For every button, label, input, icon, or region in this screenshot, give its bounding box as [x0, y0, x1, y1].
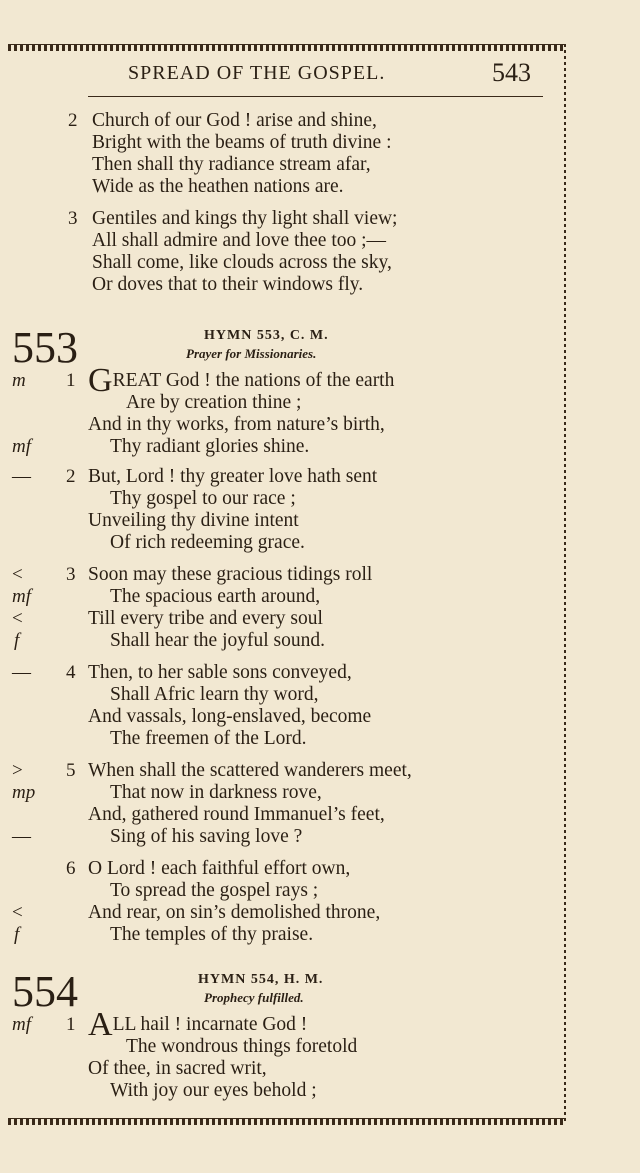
verse-line: Sing of his saving love ? — [110, 826, 303, 847]
verse-line: And in thy works, from nature’s birth, — [88, 414, 385, 435]
dynamic-mark: > — [12, 760, 23, 781]
verse-line: Of rich redeeming grace. — [110, 532, 305, 553]
verse-line: Church of our God ! arise and shine, — [92, 110, 377, 131]
dynamic-mark: mf — [12, 586, 31, 607]
verse-line: And rear, on sin’s demolished throne, — [88, 902, 381, 923]
drop-cap: A — [88, 1006, 113, 1043]
verse-line: Thy gospel to our race ; — [110, 488, 296, 509]
verse-line: To spread the gospel rays ; — [110, 880, 319, 901]
verse-line: Then shall thy radiance stream afar, — [92, 154, 371, 175]
verse-line: Shall hear the joyful sound. — [110, 630, 326, 651]
verse-number: 6 — [66, 858, 76, 879]
verse-line: And, gathered round Immanuel’s feet, — [88, 804, 385, 825]
verse-line: But, Lord ! thy greater love hath sent — [88, 466, 378, 487]
verse-line: With joy our eyes behold ; — [110, 1080, 317, 1101]
drop-cap: G — [88, 362, 113, 399]
verse-number: 1 — [66, 370, 76, 391]
hymn-title: HYMN 553, C. M. — [204, 328, 329, 343]
verse-line: Gentiles and kings thy light shall view; — [92, 208, 398, 229]
verse-line: Of thee, in sacred writ, — [88, 1058, 267, 1079]
dynamic-mark: — — [12, 466, 31, 487]
verse-line: Or doves that to their windows fly. — [92, 274, 364, 295]
verse-line: The freemen of the Lord. — [110, 728, 307, 749]
verse-line: And vassals, long-enslaved, become — [88, 706, 372, 727]
verse-line-text: LL hail ! incarnate God ! — [112, 1014, 308, 1035]
verse-line — [88, 362, 395, 399]
verse-line: Thy radiant glories shine. — [110, 436, 310, 457]
dynamic-mark: f — [14, 630, 20, 651]
verse-number: 4 — [66, 662, 76, 683]
verse-line: The wondrous things foretold — [126, 1036, 358, 1057]
verse-line: Soon may these gracious tidings roll — [88, 564, 373, 585]
hymn-subtitle: Prophecy fulfilled. — [204, 990, 304, 1005]
verse-line: All shall admire and love thee too ;— — [92, 230, 387, 251]
verse-line: Bright with the beams of truth divine : — [92, 132, 392, 153]
dynamic-mark: mf — [12, 436, 31, 457]
verse-number: 3 — [68, 208, 78, 229]
right-ornamental-rule — [564, 44, 566, 1124]
dynamic-mark: — — [12, 826, 31, 847]
verse-line: That now in darkness rove, — [110, 782, 322, 803]
verse-line: Wide as the heathen nations are. — [92, 176, 344, 197]
verse-line-text: REAT God ! the nations of the earth — [112, 370, 395, 391]
verse-line: Then, to her sable sons conveyed, — [88, 662, 352, 683]
verse-number: 2 — [68, 110, 78, 131]
verse-number: 1 — [66, 1014, 76, 1035]
hymn-number: 554 — [12, 967, 78, 1016]
running-head: SPREAD OF THE GOSPEL. — [128, 62, 386, 84]
dynamic-mark: m — [12, 370, 26, 391]
bottom-ornamental-rule — [8, 1118, 566, 1125]
hymn-number: 553 — [12, 323, 78, 372]
dynamic-mark: mf — [12, 1014, 31, 1035]
verse-line: When shall the scattered wanderers meet, — [88, 760, 412, 781]
verse-number: 2 — [66, 466, 76, 487]
dynamic-mark: f — [14, 924, 20, 945]
hymn-subtitle: Prayer for Missionaries. — [186, 346, 317, 361]
hymn-title: HYMN 554, H. M. — [198, 972, 324, 987]
top-ornamental-rule — [8, 44, 566, 51]
dynamic-mark: — — [12, 662, 31, 683]
dynamic-mark: < — [12, 564, 23, 585]
verse-line: Are by creation thine ; — [126, 392, 302, 413]
verse-line: Unveiling thy divine intent — [88, 510, 299, 531]
verse-line — [88, 1006, 308, 1043]
verse-line: The temples of thy praise. — [110, 924, 314, 945]
verse-number: 5 — [66, 760, 76, 781]
dynamic-mark: < — [12, 608, 23, 629]
verse-number: 3 — [66, 564, 76, 585]
verse-line: O Lord ! each faithful effort own, — [88, 858, 351, 879]
dynamic-mark: mp — [12, 782, 36, 803]
page-number: 543 — [492, 58, 531, 87]
verse-line: The spacious earth around, — [110, 586, 321, 607]
verse-line: Shall come, like clouds across the sky, — [92, 252, 392, 273]
dynamic-mark: < — [12, 902, 23, 923]
verse-line: Shall Afric learn thy word, — [110, 684, 319, 705]
header-rule — [88, 96, 543, 97]
verse-line: Till every tribe and every soul — [88, 608, 323, 629]
